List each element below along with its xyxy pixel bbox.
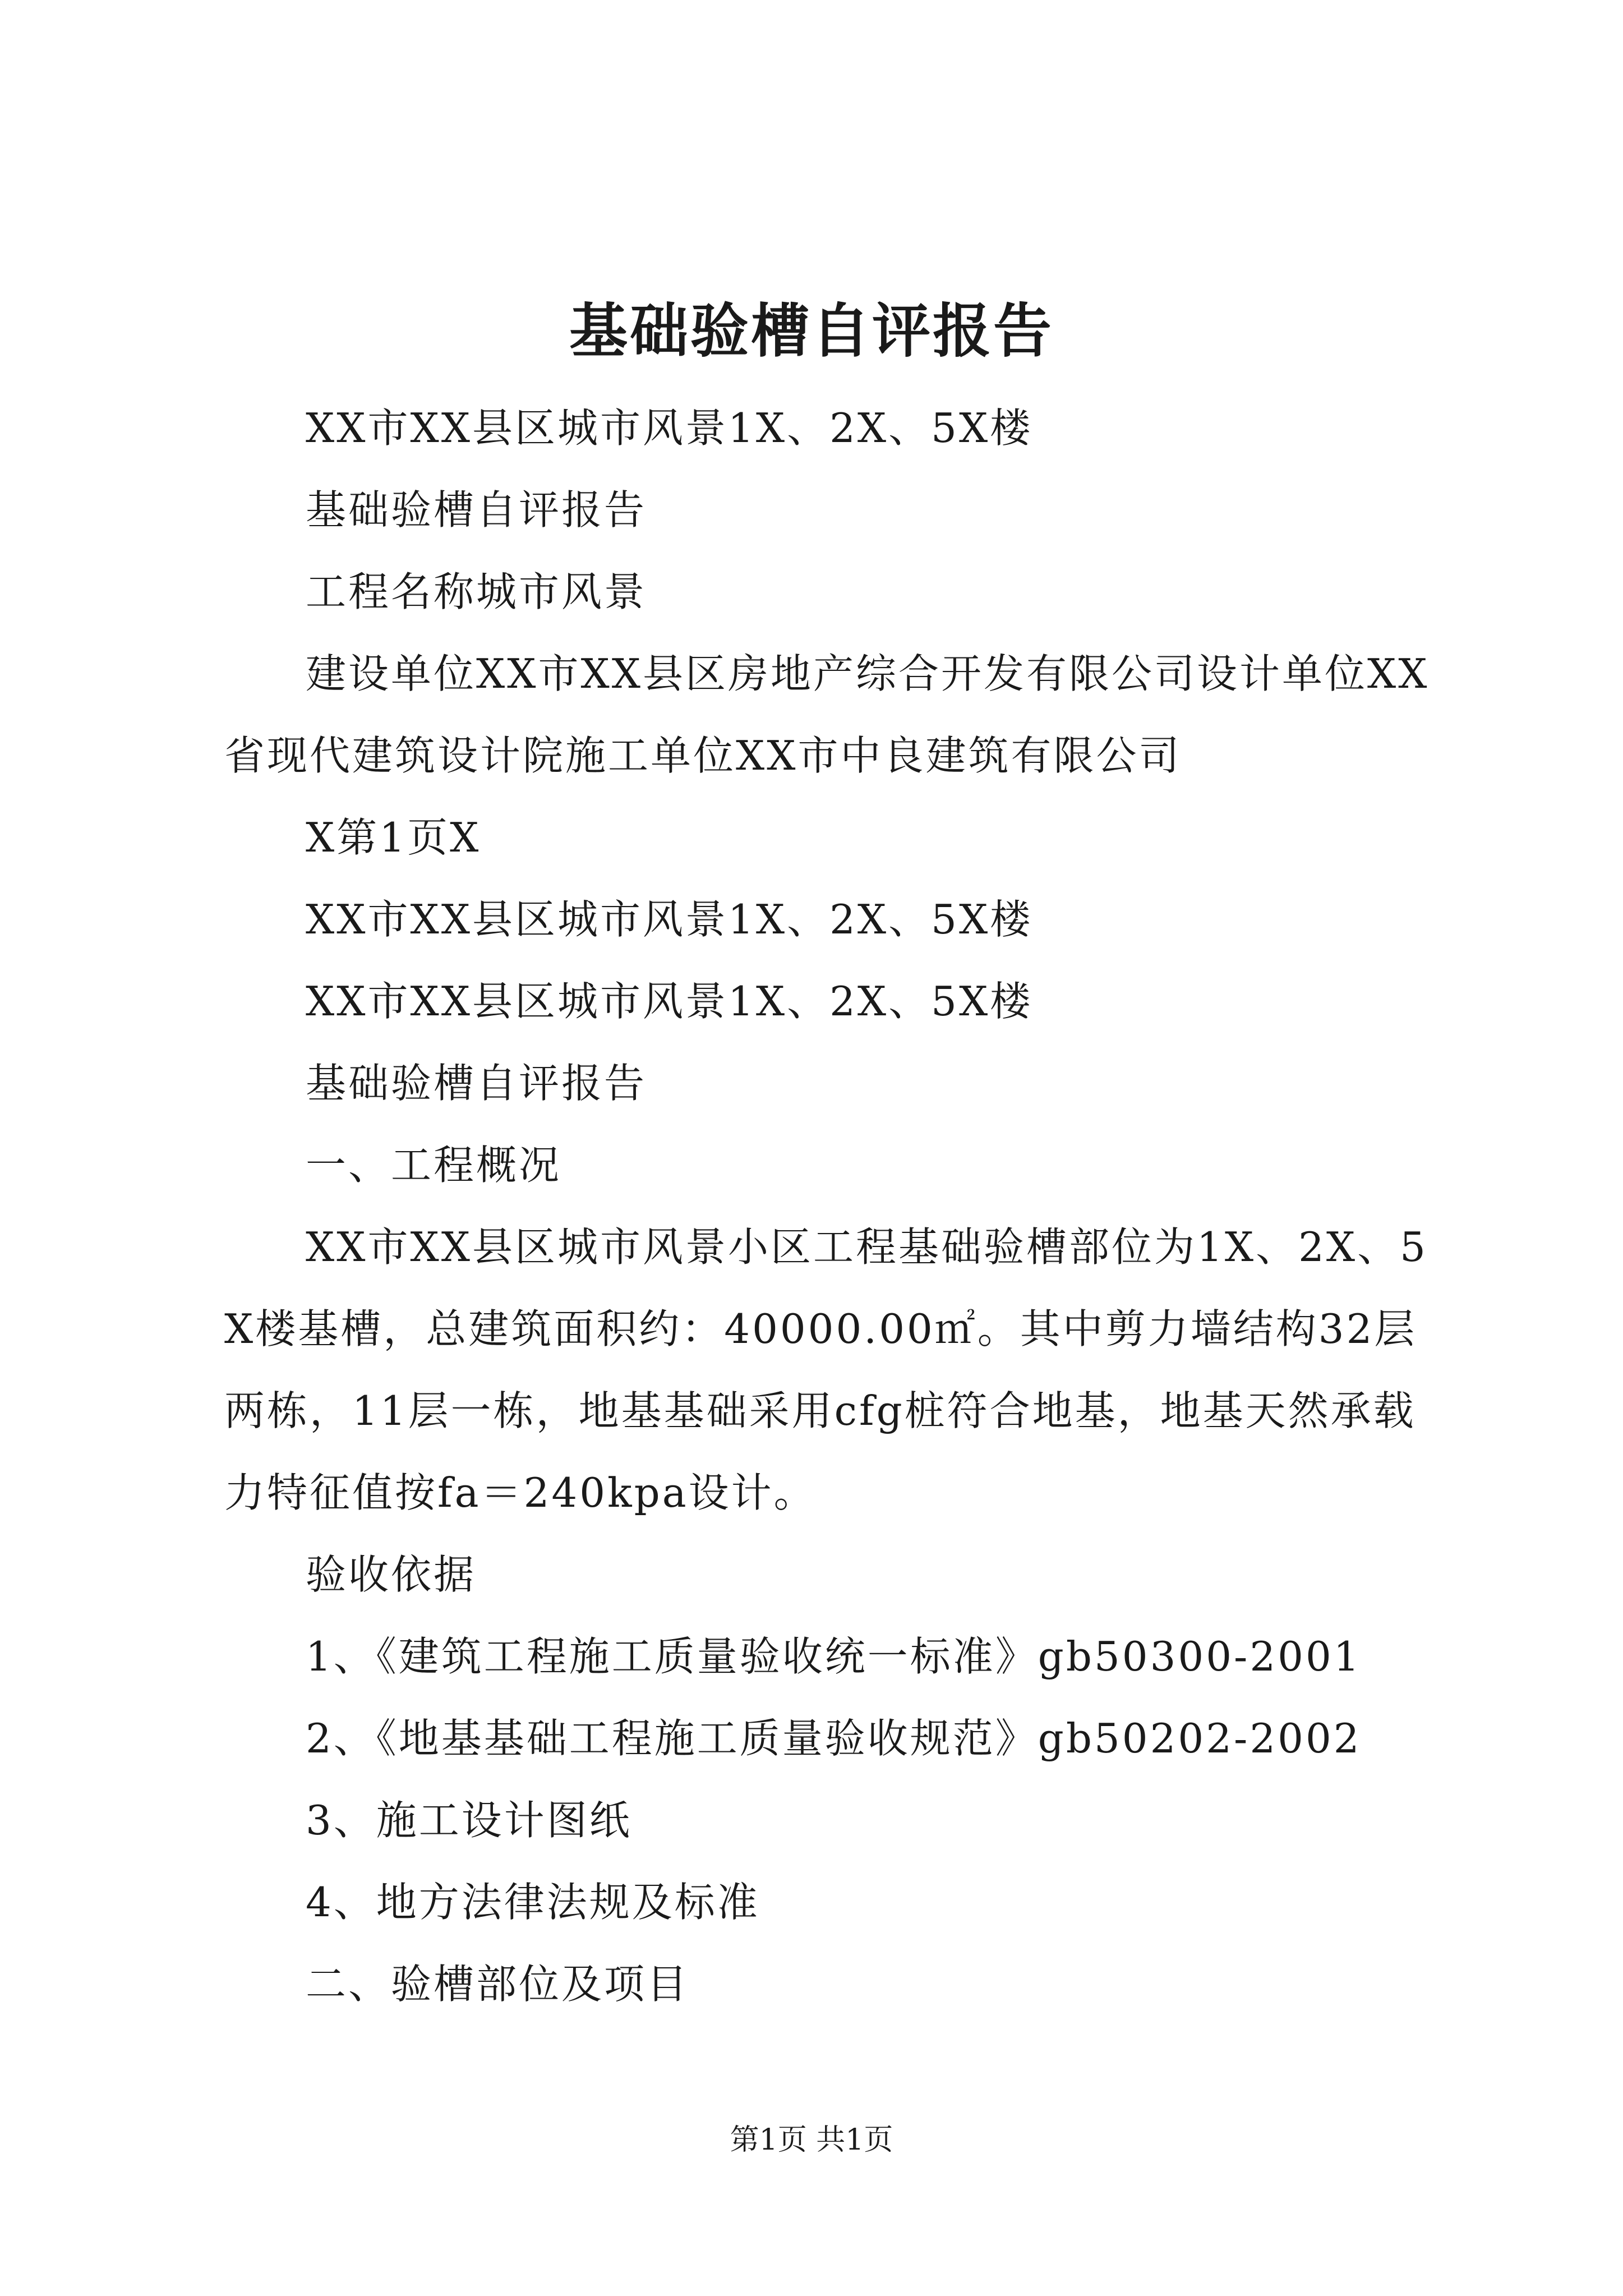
list-item-standard-2: 2、《地基基础工程施工质量验收规范》gb50202-2002 (306, 1715, 1362, 1762)
paragraph-report-title: 基础验槽自评报告 (306, 486, 647, 533)
paragraph-report-title-2: 基础验槽自评报告 (306, 1060, 647, 1107)
document-title: 基础验槽自评报告 (569, 296, 1054, 365)
paragraph-overview: XX市XX县区城市风景小区工程基础验槽部位为1X、2X、5X楼基槽，总建筑面积约：40000.00㎡。其中剪力墙结构32层两栋，11层一栋，地基基础采用cfg桩符合地基，地基天然承载力特征值按fa＝240kpa设计。 (224, 1223, 1428, 1516)
paragraph-acceptance-basis: 验收依据 (306, 1551, 477, 1598)
section-heading-overview: 一、工程概况 (306, 1142, 562, 1189)
page-footer: 第1页 共1页 (730, 2123, 893, 2157)
paragraph-units: 建设单位XX市XX县区房地产综合开发有限公司设计单位XX省现代建筑设计院施工单位XX市中良建筑有限公司 (224, 650, 1430, 779)
list-item-local-regulations: 4、地方法律法规及标准 (306, 1879, 760, 1926)
document-body (224, 387, 1430, 2025)
list-item-standard-1: 1、《建筑工程施工质量验收统一标准》gb50300-2001 (306, 1633, 1362, 1680)
paragraph-project-location-3: XX市XX县区城市风景1X、2X、5X楼 (306, 978, 1033, 1025)
paragraph-project-location-2: XX市XX县区城市风景1X、2X、5X楼 (306, 896, 1033, 943)
section-heading-inspection: 二、验槽部位及项目 (306, 1961, 690, 2008)
list-item-drawings: 3、施工设计图纸 (306, 1797, 632, 1844)
paragraph-project-name: 工程名称城市风景 (306, 568, 647, 615)
paragraph-page-marker: X第1页X (306, 814, 481, 861)
paragraph-project-location: XX市XX县区城市风景1X、2X、5X楼 (306, 404, 1033, 452)
